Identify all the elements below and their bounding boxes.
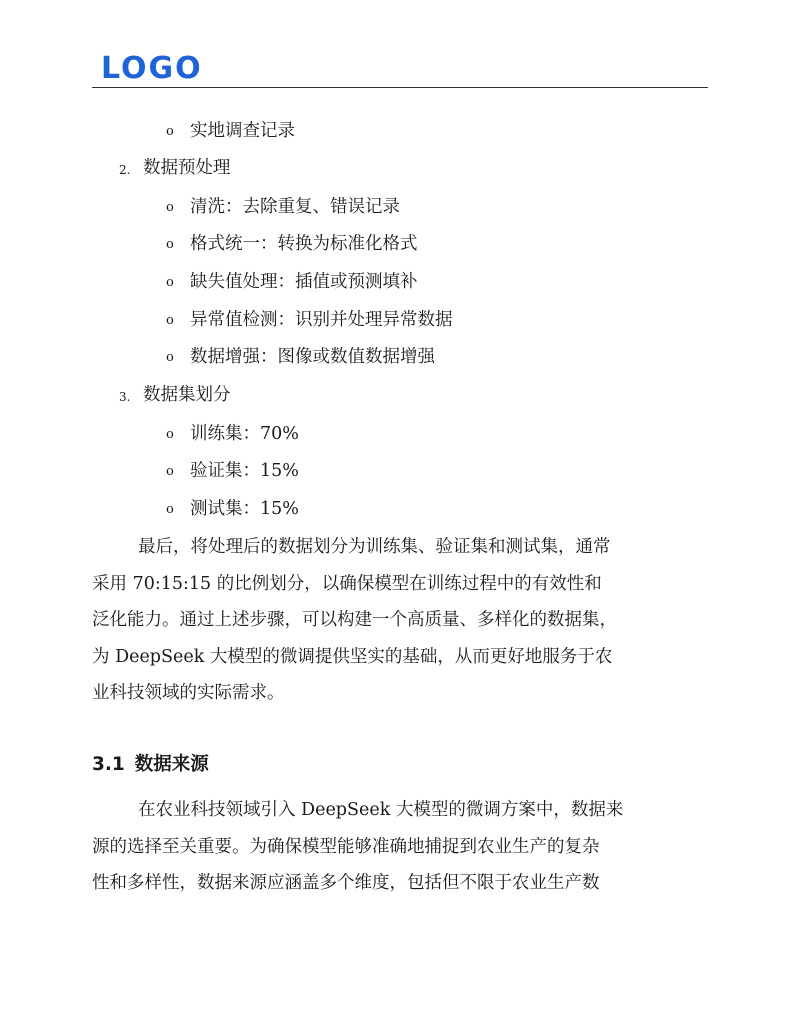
list-subitem: 数据增强：图像或数值数据增强 [190, 347, 435, 367]
paragraph-line: 在农业科技领域引入 DeepSeek 大模型的微调方案中，数据来 [138, 800, 624, 820]
paragraph-line: 泛化能力。通过上述步骤，可以构建一个高质量、多样化的数据集， [92, 610, 617, 630]
list-subitem: 测试集：15% [190, 499, 299, 519]
list-item-title: 数据预处理 [143, 158, 231, 178]
section-heading [92, 752, 209, 778]
list-subitem: 实地调查记录 [190, 121, 295, 141]
bullet-icon: o [166, 502, 174, 517]
list-subitem: 异常值检测：识别并处理异常数据 [190, 310, 453, 330]
bullet-icon: o [166, 124, 174, 139]
paragraph-line: 性和多样性，数据来源应涵盖多个维度，包括但不限于农业生产数 [92, 873, 600, 893]
list-subitem: 训练集：70% [190, 424, 299, 444]
list-number: 2. [119, 163, 131, 177]
paragraph-line: 业科技领域的实际需求。 [92, 683, 285, 703]
paragraph-line: 采用 70:15:15 的比例划分，以确保模型在训练过程中的有效性和 [92, 573, 602, 594]
list-subitem: 格式统一：转换为标准化格式 [190, 234, 418, 254]
list-subitem: 清洗：去除重复、错误记录 [190, 197, 400, 217]
list-subitem: 缺失值处理：插值或预测填补 [190, 272, 418, 292]
bullet-icon: o [166, 313, 174, 328]
bullet-icon: o [166, 464, 174, 479]
list-number: 3. [119, 390, 131, 404]
body-paragraph [92, 798, 712, 908]
bullet-icon: o [166, 275, 174, 290]
section-title: 数据来源 [134, 754, 209, 775]
bullet-icon: o [166, 350, 174, 365]
bullet-icon: o [166, 200, 174, 215]
bullet-icon: o [166, 237, 174, 252]
logo: LOGO [101, 51, 203, 86]
paragraph-line: 为 DeepSeek 大模型的微调提供坚实的基础，从而更好地服务于农 [92, 646, 613, 667]
list-subitem: 验证集：15% [190, 461, 299, 481]
list-item-title: 数据集划分 [143, 385, 231, 405]
body-paragraph [92, 535, 712, 718]
bullet-icon: o [166, 427, 174, 442]
section-number: 3.1 [92, 754, 125, 775]
paragraph-line: 最后，将处理后的数据划分为训练集、验证集和测试集，通常 [138, 537, 611, 557]
header-divider [92, 87, 708, 88]
paragraph-line: 源的选择至关重要。为确保模型能够准确地捕捉到农业生产的复杂 [92, 836, 600, 857]
